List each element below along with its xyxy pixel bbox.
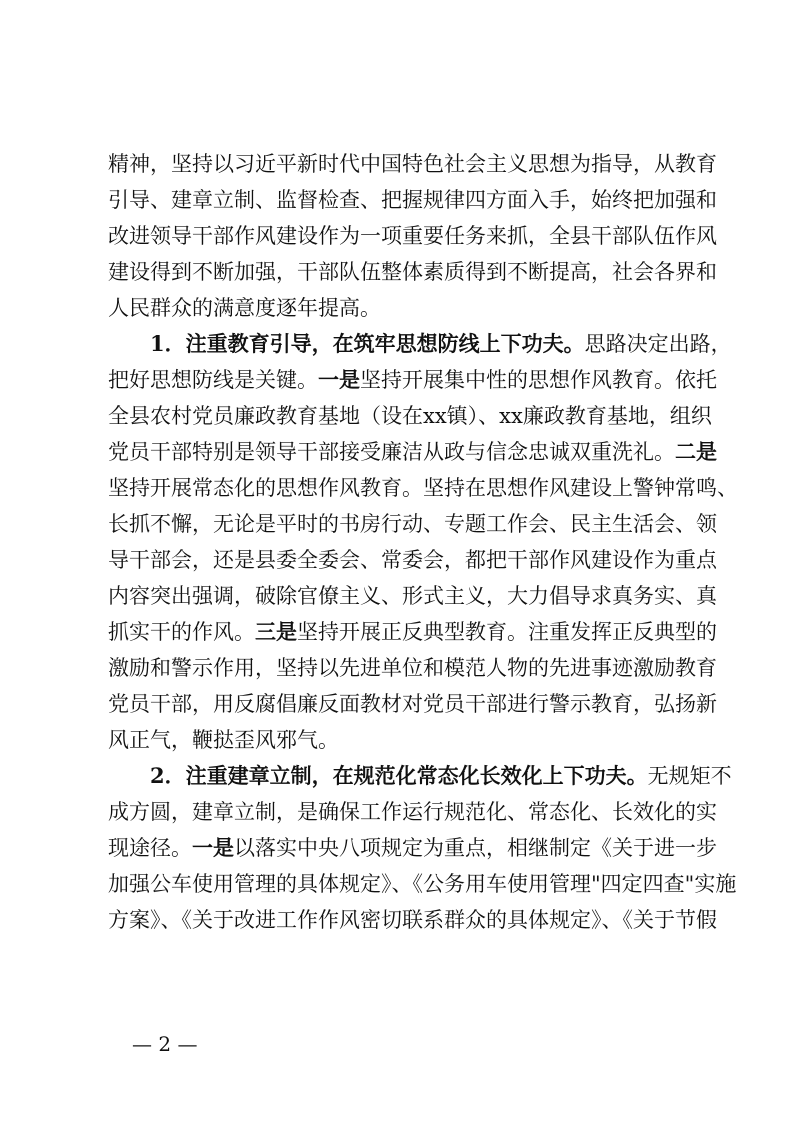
- text-segment: 引导、建章立制、监督检查、把握规律四方面入手，始终把加强和: [108, 188, 717, 212]
- text-line: [108, 254, 717, 290]
- text-segment: 风正气，鞭挞歪风邪气。: [108, 728, 339, 752]
- text-line: [108, 650, 717, 686]
- text-line: [108, 290, 693, 326]
- text-line: [108, 722, 693, 758]
- text-line: [108, 686, 717, 722]
- page-number: — 2 —: [132, 1032, 198, 1056]
- bold-text-segment: 2．注重建章立制，在规范化常态化长效化上下功夫。: [150, 763, 648, 788]
- text-segment: 建设得到不断加强，干部队伍整体素质得到不断提高，社会各界和: [108, 260, 717, 284]
- text-line: [108, 218, 717, 254]
- text-line: [108, 902, 717, 938]
- text-segment: 把好思想防线是关键。: [108, 368, 318, 392]
- text-segment: 党员干部，用反腐倡廉反面教材对党员干部进行警示教育，弘扬新: [108, 692, 717, 716]
- text-segment: 导干部会，还是县委全委会、常委会，都把干部作风建设作为重点: [108, 548, 717, 572]
- text-segment: 思路决定出路，: [584, 332, 732, 356]
- bold-text-segment: 一是: [318, 367, 360, 392]
- text-line: [108, 146, 717, 182]
- text-line: [108, 506, 717, 542]
- text-segment: 现途径。: [108, 836, 192, 860]
- text-line: [108, 182, 717, 218]
- text-segment: 以落实中央八项规定为重点，相继制定《关于进一步: [234, 836, 717, 860]
- text-segment: 方案》、《关于改进工作作风密切联系群众的具体规定》、《关于节假: [108, 908, 717, 932]
- text-line: [108, 434, 717, 470]
- text-segment: 加强公车使用管理的具体规定》、《公务用车使用管理"四定四查"实施: [108, 872, 737, 896]
- text-segment: 抓实干的作风。: [108, 620, 255, 644]
- bold-text-segment: 1．注重教育引导，在筑牢思想防线上下功夫。: [150, 331, 585, 356]
- text-line: [108, 542, 717, 578]
- text-line: [108, 758, 732, 794]
- text-segment: 改进领导干部作风建设作为一项重要任务来抓，全县干部队伍作风: [108, 224, 717, 248]
- text-segment: 全县农村党员廉政教育基地（设在xx镇）、xx廉政教育基地，组织: [108, 404, 712, 428]
- text-line: [108, 362, 717, 398]
- text-line: [108, 326, 732, 362]
- bold-text-segment: 二是: [675, 439, 717, 464]
- bold-text-segment: 一是: [192, 835, 234, 860]
- text-segment: 精神，坚持以习近平新时代中国特色社会主义思想为指导，从教育: [108, 152, 717, 176]
- text-segment: 人民群众的满意度逐年提高。: [108, 296, 381, 320]
- text-segment: 坚持开展集中性的思想作风教育。依托: [360, 368, 717, 392]
- text-line: [108, 578, 717, 614]
- text-segment: 内容突出强调，破除官僚主义、形式主义，大力倡导求真务实、真: [108, 584, 717, 608]
- text-line: [108, 398, 712, 434]
- text-segment: 长抓不懈，无论是平时的书房行动、专题工作会、民主生活会、领: [108, 512, 717, 536]
- text-segment: 成方圆，建章立制，是确保工作运行规范化、常态化、长效化的实: [108, 800, 717, 824]
- text-line: [108, 866, 737, 902]
- document-body: [108, 146, 738, 938]
- text-segment: 坚持开展正反典型教育。注重发挥正反典型的: [297, 620, 717, 644]
- text-line: [108, 830, 717, 866]
- text-segment: 无规矩不: [647, 764, 732, 788]
- text-line: [108, 470, 738, 506]
- bold-text-segment: 三是: [255, 619, 297, 644]
- text-segment: 党员干部特别是领导干部接受廉洁从政与信念忠诚双重洗礼。: [108, 440, 675, 464]
- text-segment: 激励和警示作用，坚持以先进单位和模范人物的先进事迹激励教育: [108, 656, 717, 680]
- text-line: [108, 794, 717, 830]
- text-segment: 坚持开展常态化的思想作风教育。坚持在思想作风建设上警钟常鸣、: [108, 476, 738, 500]
- text-line: [108, 614, 717, 650]
